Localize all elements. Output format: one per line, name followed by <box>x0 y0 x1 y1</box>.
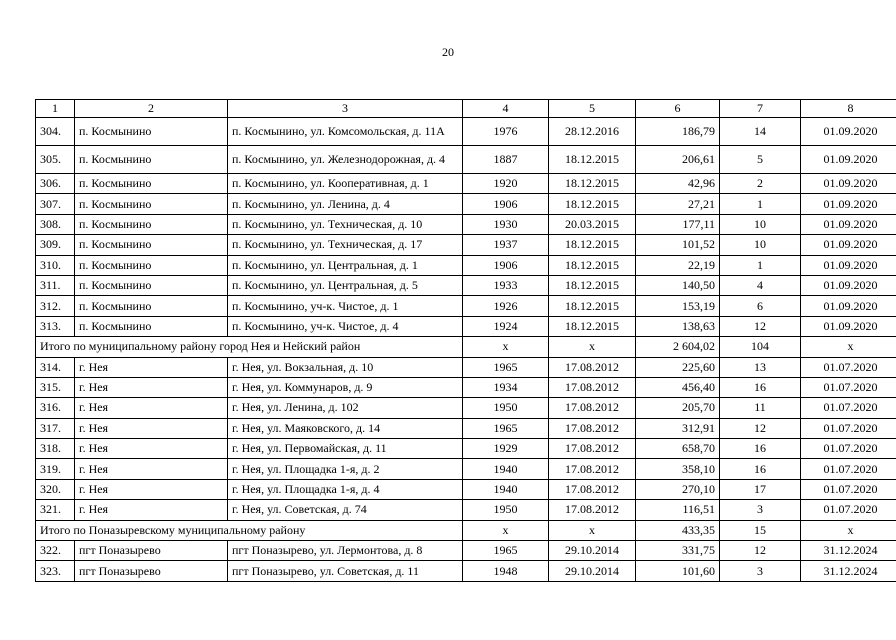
table-row <box>36 561 896 581</box>
date-cell: 17.08.2012 <box>549 439 636 459</box>
header-cell: 2 <box>75 100 228 118</box>
year-cell: х <box>463 337 549 357</box>
total-row <box>36 337 896 357</box>
area-cell: 42,96 <box>636 174 720 194</box>
date-cell: 18.12.2015 <box>549 255 636 275</box>
year-cell: 1950 <box>463 398 549 418</box>
row-number: 323. <box>36 561 75 581</box>
address-cell: п. Космынино, ул. Железнодорожная, д. 4 <box>228 146 463 174</box>
residents-cell: 2 <box>720 174 801 194</box>
address-cell: г. Нея, ул. Коммунаров, д. 9 <box>228 377 463 397</box>
locality-cell: п. Космынино <box>75 174 228 194</box>
table-row <box>36 500 896 520</box>
date-cell: 18.12.2015 <box>549 316 636 336</box>
area-cell: 153,19 <box>636 296 720 316</box>
deadline-cell: 01.07.2020 <box>801 418 896 438</box>
table-row <box>36 357 896 377</box>
residents-cell: 14 <box>720 118 801 146</box>
residents-cell: 4 <box>720 275 801 295</box>
header-cell: 5 <box>549 100 636 118</box>
area-cell: 138,63 <box>636 316 720 336</box>
row-number: 306. <box>36 174 75 194</box>
header-cell: 6 <box>636 100 720 118</box>
table-row <box>36 174 896 194</box>
table-row <box>36 194 896 214</box>
table-row <box>36 275 896 295</box>
date-cell: 18.12.2015 <box>549 296 636 316</box>
address-cell: п. Космынино, ул. Техническая, д. 17 <box>228 235 463 255</box>
residents-cell: 10 <box>720 235 801 255</box>
locality-cell: п. Космынино <box>75 255 228 275</box>
date-cell: 17.08.2012 <box>549 479 636 499</box>
date-cell: 17.08.2012 <box>549 357 636 377</box>
deadline-cell: 01.09.2020 <box>801 194 896 214</box>
residents-cell: 6 <box>720 296 801 316</box>
table-row <box>36 398 896 418</box>
area-cell: 101,52 <box>636 235 720 255</box>
deadline-cell: 01.09.2020 <box>801 235 896 255</box>
year-cell: 1937 <box>463 235 549 255</box>
header-cell: 7 <box>720 100 801 118</box>
page-number: 20 <box>442 45 454 59</box>
date-cell: 18.12.2015 <box>549 235 636 255</box>
total-label: Итого по муниципальному району город Нея и Нейский район <box>36 337 463 357</box>
row-number: 312. <box>36 296 75 316</box>
residents-cell: 12 <box>720 418 801 438</box>
locality-cell: г. Нея <box>75 459 228 479</box>
year-cell: 1940 <box>463 479 549 499</box>
address-cell: п. Космынино, ул. Центральная, д. 5 <box>228 275 463 295</box>
address-cell: г. Нея, ул. Вокзальная, д. 10 <box>228 357 463 377</box>
row-number: 311. <box>36 275 75 295</box>
deadline-cell: 01.07.2020 <box>801 377 896 397</box>
address-cell: г. Нея, ул. Советская, д. 74 <box>228 500 463 520</box>
row-number: 304. <box>36 118 75 146</box>
locality-cell: п. Космынино <box>75 235 228 255</box>
row-number: 309. <box>36 235 75 255</box>
locality-cell: п. Космынино <box>75 194 228 214</box>
area-cell: 27,21 <box>636 194 720 214</box>
address-cell: п. Космынино, ул. Кооперативная, д. 1 <box>228 174 463 194</box>
locality-cell: г. Нея <box>75 500 228 520</box>
row-number: 320. <box>36 479 75 499</box>
deadline-cell: 01.07.2020 <box>801 398 896 418</box>
locality-cell: г. Нея <box>75 479 228 499</box>
table-row <box>36 541 896 561</box>
area-cell: 22,19 <box>636 255 720 275</box>
area-cell: 456,40 <box>636 377 720 397</box>
date-cell: 18.12.2015 <box>549 194 636 214</box>
table-row <box>36 255 896 275</box>
address-cell: пгт Поназырево, ул. Лермонтова, д. 8 <box>228 541 463 561</box>
area-cell: 270,10 <box>636 479 720 499</box>
address-cell: п. Космынино, уч-к. Чистое, д. 1 <box>228 296 463 316</box>
residents-cell: 104 <box>720 337 801 357</box>
table-row <box>36 479 896 499</box>
total-row <box>36 520 896 540</box>
address-cell: п. Космынино, ул. Техническая, д. 10 <box>228 214 463 234</box>
date-cell: 17.08.2012 <box>549 500 636 520</box>
date-cell: 29.10.2014 <box>549 561 636 581</box>
address-cell: п. Космынино, ул. Комсомольская, д. 11А <box>228 118 463 146</box>
year-cell: х <box>463 520 549 540</box>
total-label: Итого по Поназыревскому муниципальному району <box>36 520 463 540</box>
deadline-cell: 01.09.2020 <box>801 174 896 194</box>
address-cell: г. Нея, ул. Первомайская, д. 11 <box>228 439 463 459</box>
residents-cell: 1 <box>720 194 801 214</box>
residents-cell: 17 <box>720 479 801 499</box>
table-row <box>36 316 896 336</box>
address-cell: г. Нея, ул. Площадка 1-я, д. 2 <box>228 459 463 479</box>
date-cell: 20.03.2015 <box>549 214 636 234</box>
year-cell: 1929 <box>463 439 549 459</box>
area-cell: 331,75 <box>636 541 720 561</box>
area-cell: 312,91 <box>636 418 720 438</box>
locality-cell: г. Нея <box>75 439 228 459</box>
date-cell: х <box>549 337 636 357</box>
locality-cell: г. Нея <box>75 377 228 397</box>
residents-cell: 16 <box>720 439 801 459</box>
residents-cell: 12 <box>720 316 801 336</box>
header-cell: 4 <box>463 100 549 118</box>
row-number: 321. <box>36 500 75 520</box>
deadline-cell: х <box>801 337 896 357</box>
year-cell: 1924 <box>463 316 549 336</box>
date-cell: 28.12.2016 <box>549 118 636 146</box>
row-number: 322. <box>36 541 75 561</box>
locality-cell: п. Космынино <box>75 275 228 295</box>
table-body <box>36 100 896 582</box>
deadline-cell: 01.09.2020 <box>801 146 896 174</box>
locality-cell: п. Космынино <box>75 146 228 174</box>
deadline-cell: 31.12.2024 <box>801 561 896 581</box>
year-cell: 1887 <box>463 146 549 174</box>
year-cell: 1906 <box>463 194 549 214</box>
year-cell: 1976 <box>463 118 549 146</box>
residents-cell: 15 <box>720 520 801 540</box>
year-cell: 1933 <box>463 275 549 295</box>
row-number: 316. <box>36 398 75 418</box>
area-cell: 2 604,02 <box>636 337 720 357</box>
table-row <box>36 377 896 397</box>
locality-cell: г. Нея <box>75 357 228 377</box>
deadline-cell: 01.09.2020 <box>801 275 896 295</box>
year-cell: 1926 <box>463 296 549 316</box>
locality-cell: п. Космынино <box>75 118 228 146</box>
residents-cell: 16 <box>720 377 801 397</box>
housing-table <box>35 99 896 582</box>
row-number: 307. <box>36 194 75 214</box>
deadline-cell: 01.09.2020 <box>801 296 896 316</box>
residents-cell: 5 <box>720 146 801 174</box>
residents-cell: 12 <box>720 541 801 561</box>
row-number: 314. <box>36 357 75 377</box>
row-number: 318. <box>36 439 75 459</box>
date-cell: 18.12.2015 <box>549 174 636 194</box>
deadline-cell: 01.09.2020 <box>801 214 896 234</box>
deadline-cell: 01.09.2020 <box>801 255 896 275</box>
residents-cell: 10 <box>720 214 801 234</box>
year-cell: 1950 <box>463 500 549 520</box>
table-row <box>36 418 896 438</box>
area-cell: 140,50 <box>636 275 720 295</box>
locality-cell: пгт Поназырево <box>75 561 228 581</box>
area-cell: 658,70 <box>636 439 720 459</box>
locality-cell: п. Космынино <box>75 316 228 336</box>
area-cell: 358,10 <box>636 459 720 479</box>
date-cell: 29.10.2014 <box>549 541 636 561</box>
locality-cell: пгт Поназырево <box>75 541 228 561</box>
residents-cell: 13 <box>720 357 801 377</box>
deadline-cell: 01.07.2020 <box>801 500 896 520</box>
area-cell: 177,11 <box>636 214 720 234</box>
area-cell: 206,61 <box>636 146 720 174</box>
date-cell: х <box>549 520 636 540</box>
year-cell: 1920 <box>463 174 549 194</box>
table-row <box>36 118 896 146</box>
address-cell: п. Космынино, уч-к. Чистое, д. 4 <box>228 316 463 336</box>
date-cell: 18.12.2015 <box>549 146 636 174</box>
locality-cell: п. Космынино <box>75 296 228 316</box>
residents-cell: 1 <box>720 255 801 275</box>
table-row <box>36 296 896 316</box>
year-cell: 1965 <box>463 541 549 561</box>
header-cell: 1 <box>36 100 75 118</box>
header-cell: 8 <box>801 100 896 118</box>
deadline-cell: 31.12.2024 <box>801 541 896 561</box>
table-row <box>36 146 896 174</box>
row-number: 308. <box>36 214 75 234</box>
address-cell: г. Нея, ул. Маяковского, д. 14 <box>228 418 463 438</box>
year-cell: 1965 <box>463 418 549 438</box>
address-cell: п. Космынино, ул. Ленина, д. 4 <box>228 194 463 214</box>
locality-cell: п. Космынино <box>75 214 228 234</box>
date-cell: 17.08.2012 <box>549 418 636 438</box>
row-number: 305. <box>36 146 75 174</box>
area-cell: 116,51 <box>636 500 720 520</box>
year-cell: 1906 <box>463 255 549 275</box>
address-cell: г. Нея, ул. Площадка 1-я, д. 4 <box>228 479 463 499</box>
locality-cell: г. Нея <box>75 398 228 418</box>
deadline-cell: 01.09.2020 <box>801 118 896 146</box>
row-number: 317. <box>36 418 75 438</box>
date-cell: 17.08.2012 <box>549 459 636 479</box>
area-cell: 433,35 <box>636 520 720 540</box>
address-cell: г. Нея, ул. Ленина, д. 102 <box>228 398 463 418</box>
header-cell: 3 <box>228 100 463 118</box>
date-cell: 17.08.2012 <box>549 398 636 418</box>
residents-cell: 16 <box>720 459 801 479</box>
table-row <box>36 235 896 255</box>
area-cell: 225,60 <box>636 357 720 377</box>
year-cell: 1940 <box>463 459 549 479</box>
deadline-cell: х <box>801 520 896 540</box>
deadline-cell: 01.07.2020 <box>801 459 896 479</box>
deadline-cell: 01.09.2020 <box>801 316 896 336</box>
year-cell: 1965 <box>463 357 549 377</box>
area-cell: 186,79 <box>636 118 720 146</box>
area-cell: 205,70 <box>636 398 720 418</box>
residents-cell: 11 <box>720 398 801 418</box>
year-cell: 1930 <box>463 214 549 234</box>
residents-cell: 3 <box>720 500 801 520</box>
area-cell: 101,60 <box>636 561 720 581</box>
date-cell: 17.08.2012 <box>549 377 636 397</box>
table-row <box>36 439 896 459</box>
deadline-cell: 01.07.2020 <box>801 479 896 499</box>
table-row <box>36 459 896 479</box>
address-cell: пгт Поназырево, ул. Советская, д. 11 <box>228 561 463 581</box>
column-number-header <box>36 100 896 118</box>
deadline-cell: 01.07.2020 <box>801 357 896 377</box>
row-number: 313. <box>36 316 75 336</box>
table-row <box>36 214 896 234</box>
locality-cell: г. Нея <box>75 418 228 438</box>
year-cell: 1948 <box>463 561 549 581</box>
row-number: 310. <box>36 255 75 275</box>
row-number: 315. <box>36 377 75 397</box>
row-number: 319. <box>36 459 75 479</box>
address-cell: п. Космынино, ул. Центральная, д. 1 <box>228 255 463 275</box>
deadline-cell: 01.07.2020 <box>801 439 896 459</box>
residents-cell: 3 <box>720 561 801 581</box>
date-cell: 18.12.2015 <box>549 275 636 295</box>
year-cell: 1934 <box>463 377 549 397</box>
